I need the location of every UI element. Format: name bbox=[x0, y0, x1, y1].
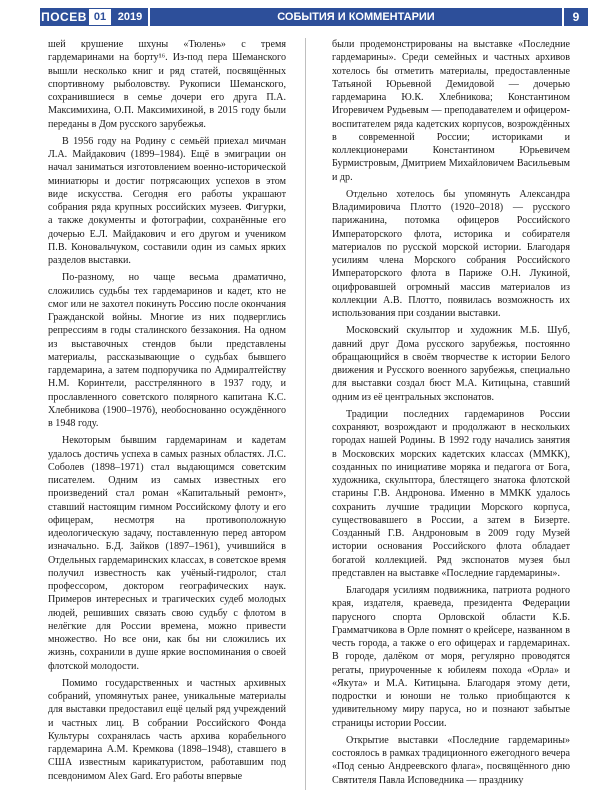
paragraph: Открытие выставки «Последние гардемарины» состоялось в рамках традиционного ежегодного вечера «Под сенью Андреевского флага», посвящённого дню Святителя Павла Исповедника — празднику bbox=[332, 734, 570, 786]
issue-year: 2019 bbox=[112, 8, 148, 26]
paragraph: Отдельно хотелось бы упомянуть Александра Владимировича Плотто (1920–2018) — русского парижанина, потомка офицеров Российского Императорского флота, историка и собирателя материалов по русской морской истории. Благодаря усилиям члена Морского собрания Российского Императорского флота в Париже О.Н. Лукиной, оцифровавшей огромный массив материалов из коллекции А.В. Плотто, появилась возможность их использования при создании выставки. bbox=[332, 188, 570, 319]
issue-number: 01 bbox=[88, 8, 112, 26]
paragraph: Благодаря усилиям подвижника, патриота родного края, издателя, краеведа, президента Федерации парусного спорта Орловской области К.Б. Грамматчикова в Орле помнят о крейсере, названном в честь города, а также о его офицерах и гардемаринах. В городе, далёком от моря, регулярно проводятся регаты, приуроченные к юбилеям похода «Орла» и «Якута» и М.А. Китицына. Благодаря этому дети, подростки и юноши не только приобщаются к удивительному миру паруса, но и познают забытые страницы истории России. bbox=[332, 585, 570, 729]
paragraph: В 1956 году на Родину с семьёй приехал мичман Л.А. Майдакович (1899–1984). Ещё в эмиграции он начал заниматься изготовлением военно-исторической миниатюры и достиг потрясающих успехов в этом виде искусства. Сегодня его работы украшают собрания ряда крупных российских музеев. Фигурки, а также документы и фотографии, сохранённые его дочерью Е.Л. Майдакович и его другом и учеником П.В. Коновальчуком, составили один из самых ярких разделов выставки. bbox=[48, 135, 286, 266]
left-column bbox=[48, 38, 286, 783]
paragraph: Московский скульптор и художник М.Б. Шуб, давний друг Дома русского зарубежья, постоянно обращающийся в своём творчестве к истории Белого движения и Русского военного зарубежья, специально для выставки создал бюст М.А. Китицына, ставший одним из её центральных экспонатов. bbox=[332, 325, 570, 403]
section-title: СОБЫТИЯ И КОММЕНТАРИИ bbox=[150, 8, 562, 26]
paragraph: шей крушение шхуны «Тюлень» с тремя гардемаринами на борту¹⁶. Из-под пера Шеманского вышли несколько книг и ряд статей, посвящённых спортивному рыболовству. Рукописи Шеманского, сохранившиеся в семье дочери его друга П.А. Максимихина, О.П. Максимихиной, в 2015 году были переданы в Дом русского зарубежья. bbox=[48, 39, 286, 130]
page-number: 9 bbox=[564, 8, 588, 26]
paragraph: Помимо государственных и частных архивных собраний, упомянутых ранее, уникальные материалы для выставки предоставил ещё целый ряд учреждений и частных лиц. В собрании Российского Фонда Культуры сохранялась часть архива корабельного гардемарина А.М. Кремкова (1898–1948), ставшего в США известным карикатуристом, работавшим под псевдонимом Alex Gard. Его работы впервые bbox=[48, 677, 286, 782]
page-header bbox=[0, 0, 615, 30]
paragraph: Некоторым бывшим гардемаринам и кадетам удалось достичь успеха в самых разных областях. Л.С. Соболев (1898–1971) стал выдающимся советским писателем. Одним из самых известных его произведений стал роман «Капитальный ремонт», ставший настоящим гимном Российскому флоту и его офицерам, несмотря на противоположную идеологическую задачу, поставленную перед автором изначально. Б.Д. Зайков (1897–1961), учившийся в Отдельных гардемаринских классах, в советское время получил известность как учёный-гидролог, стал профессором, доктором географических наук. Примеров интересных и трагических судеб молодых людей, решивших связать свою судьбу с флотом в нелёгкие для России времена, можно привести множество. Но все они, как бы ни сложились их жизнь, сохранили в душе яркие воспоминания о своей флотской молодости. bbox=[48, 435, 286, 672]
paragraph: По-разному, но чаще весьма драматично, сложились судьбы тех гардемаринов и кадет, кто не смог или не захотел покинуть Россию после окончания Гражданской войны. Многие из них подверглись репрессиям в годы сталинского беззакония. На одном из выставочных стендов были представлены материалы, рассказывающие о судьбах бывшего гардемарина, а затем подпоручика по Адмиралтейству Н.М. Коринтели, расстрелянного в 1937 году, и прославленного советского полярного капитана К.С. Хлебникова (1900–1976), необоснованно осуждённого в 1948 году. bbox=[48, 272, 286, 429]
paragraph: Традиции последних гардемаринов России сохраняют, возрождают и продолжают в нескольких городах нашей Родины. В 1992 году начались занятия в Московских морских кадетских классах (ММКК), созданных по инициативе моряка и педагога от Бога, художника, скульптора, блестящего знатока флотской старины Г.В. Андронова. Именно в ММКК удалось сохранить лучшие традиции Морского корпуса, существовавшего в России, а затем в Бизерте. Созданный Г.В. Андроновым в 2009 году Музей истории основания Российского флота обладает богатой коллекцией. Ряд экспонатов музея был представлен на выставке «Последние гардемарины». bbox=[332, 408, 570, 579]
right-column bbox=[332, 38, 570, 787]
column-divider bbox=[305, 38, 306, 790]
magazine-logo: ПОСЕВ bbox=[41, 10, 87, 24]
paragraph: были продемонстрированы на выставке «Последние гардемарины». Среди семейных и частных архивов хотелось бы отметить материалы, предоставленные Татьяной Юрьевной Демидовой — дочерью гардемарина Ю.К. Хлебникова; Константином Игоревичем Рудьевым — преподавателем и офицером-воспитателем ряда кадетских корпусов, возрождённых в современной России; историками и коллекционерами Константином Юрьевичем Бурмистровым, Дмитрием Михайловичем Васильевым и др. bbox=[332, 39, 570, 183]
